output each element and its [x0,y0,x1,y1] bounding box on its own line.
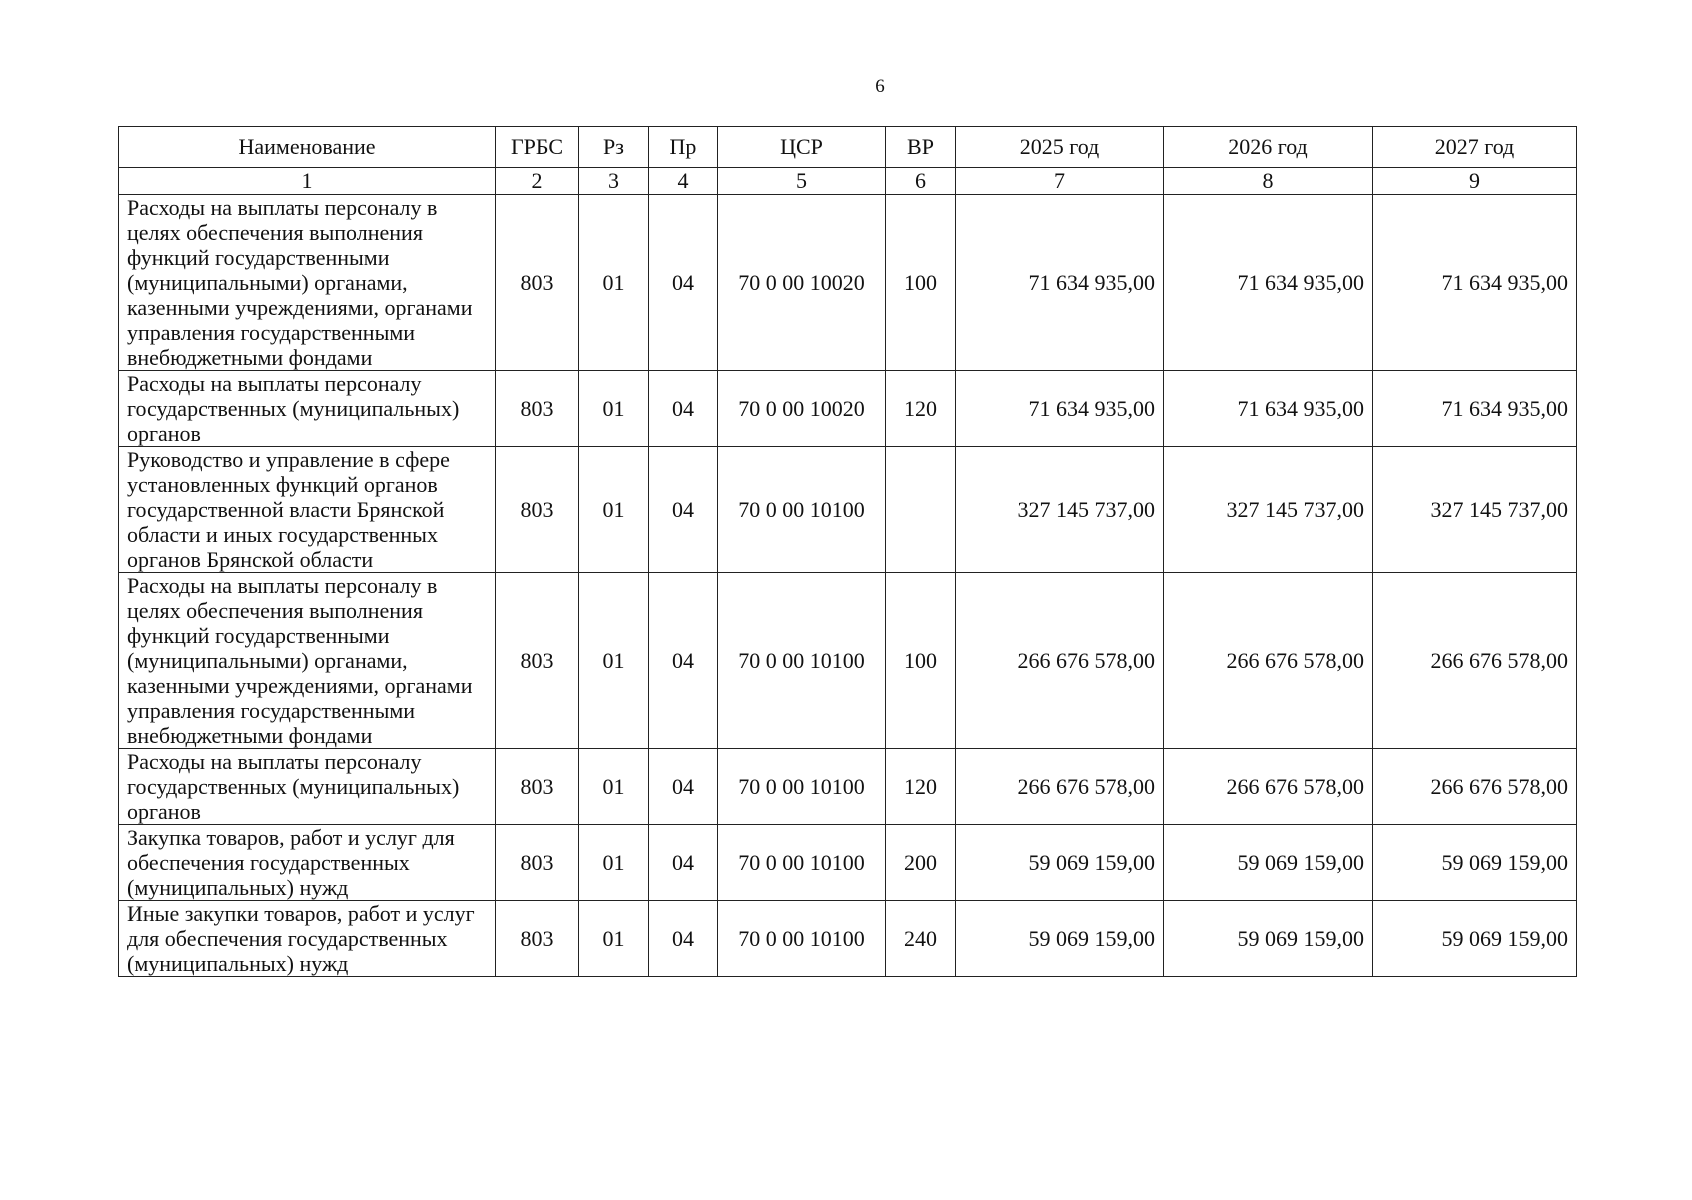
grbs-code: 803 [496,749,579,825]
column-number-row [119,168,1577,195]
pr-code: 04 [649,573,718,749]
vr-code: 100 [886,573,956,749]
amount-2025: 266 676 578,00 [956,749,1164,825]
vr-code: 120 [886,749,956,825]
amount-2027: 266 676 578,00 [1373,749,1577,825]
vr-code: 120 [886,371,956,447]
grbs-code: 803 [496,447,579,573]
expense-name: Расходы на выплаты персоналу государственных (муниципальных) органов [119,371,496,447]
pr-code: 04 [649,749,718,825]
vr-code [886,447,956,573]
column-number: 4 [649,168,718,195]
header-2025: 2025 год [956,127,1164,168]
grbs-code: 803 [496,901,579,977]
header-name: Наименование [119,127,496,168]
column-number: 7 [956,168,1164,195]
rz-code: 01 [579,901,649,977]
csr-code: 70 0 00 10020 [718,195,886,371]
amount-2025: 71 634 935,00 [956,195,1164,371]
table-row [119,573,1577,749]
amount-2025: 327 145 737,00 [956,447,1164,573]
rz-code: 01 [579,447,649,573]
csr-code: 70 0 00 10100 [718,573,886,749]
page-number: 6 [875,76,885,97]
table-row [119,749,1577,825]
table-row [119,901,1577,977]
rz-code: 01 [579,749,649,825]
expense-name: Закупка товаров, работ и услуг для обеспечения государственных (муниципальных) нужд [119,825,496,901]
header-grbs: ГРБС [496,127,579,168]
csr-code: 70 0 00 10100 [718,901,886,977]
csr-code: 70 0 00 10100 [718,749,886,825]
rz-code: 01 [579,825,649,901]
pr-code: 04 [649,901,718,977]
column-number: 8 [1164,168,1373,195]
amount-2026: 266 676 578,00 [1164,573,1373,749]
expense-name: Расходы на выплаты персоналу в целях обеспечения выполнения функций государственными (муниципальными) органами, казенными учреждениями, органами управления государственными внебюджетными фондами [119,195,496,371]
amount-2026: 266 676 578,00 [1164,749,1373,825]
budget-table [118,126,1577,977]
expense-name: Иные закупки товаров, работ и услуг для обеспечения государственных (муниципальных) нужд [119,901,496,977]
amount-2027: 71 634 935,00 [1373,195,1577,371]
vr-code: 240 [886,901,956,977]
vr-code: 100 [886,195,956,371]
column-number: 5 [718,168,886,195]
amount-2026: 59 069 159,00 [1164,825,1373,901]
column-number: 3 [579,168,649,195]
table-row [119,825,1577,901]
rz-code: 01 [579,195,649,371]
amount-2025: 266 676 578,00 [956,573,1164,749]
rz-code: 01 [579,371,649,447]
grbs-code: 803 [496,573,579,749]
pr-code: 04 [649,371,718,447]
amount-2025: 59 069 159,00 [956,825,1164,901]
expense-name: Расходы на выплаты персоналу в целях обеспечения выполнения функций государственными (муниципальными) органами, казенными учреждениями, органами управления государственными внебюджетными фондами [119,573,496,749]
header-rz: Рз [579,127,649,168]
header-2026: 2026 год [1164,127,1373,168]
vr-code: 200 [886,825,956,901]
header-csr: ЦСР [718,127,886,168]
csr-code: 70 0 00 10100 [718,825,886,901]
amount-2025: 59 069 159,00 [956,901,1164,977]
grbs-code: 803 [496,825,579,901]
column-number: 1 [119,168,496,195]
header-2027: 2027 год [1373,127,1577,168]
amount-2026: 71 634 935,00 [1164,371,1373,447]
amount-2027: 71 634 935,00 [1373,371,1577,447]
amount-2026: 59 069 159,00 [1164,901,1373,977]
pr-code: 04 [649,447,718,573]
amount-2025: 71 634 935,00 [956,371,1164,447]
amount-2027: 59 069 159,00 [1373,825,1577,901]
column-number: 6 [886,168,956,195]
header-vr: ВР [886,127,956,168]
column-number: 2 [496,168,579,195]
csr-code: 70 0 00 10100 [718,447,886,573]
table-row [119,447,1577,573]
amount-2026: 327 145 737,00 [1164,447,1373,573]
pr-code: 04 [649,195,718,371]
header-pr: Пр [649,127,718,168]
rz-code: 01 [579,573,649,749]
header-row [119,127,1577,168]
grbs-code: 803 [496,371,579,447]
table-row [119,371,1577,447]
amount-2027: 59 069 159,00 [1373,901,1577,977]
amount-2026: 71 634 935,00 [1164,195,1373,371]
amount-2027: 266 676 578,00 [1373,573,1577,749]
table-row [119,195,1577,371]
grbs-code: 803 [496,195,579,371]
column-number: 9 [1373,168,1577,195]
expense-name: Руководство и управление в сфере установленных функций органов государственной власти Брянской области и иных государственных органов Брянской области [119,447,496,573]
expense-name: Расходы на выплаты персоналу государственных (муниципальных) органов [119,749,496,825]
pr-code: 04 [649,825,718,901]
amount-2027: 327 145 737,00 [1373,447,1577,573]
csr-code: 70 0 00 10020 [718,371,886,447]
